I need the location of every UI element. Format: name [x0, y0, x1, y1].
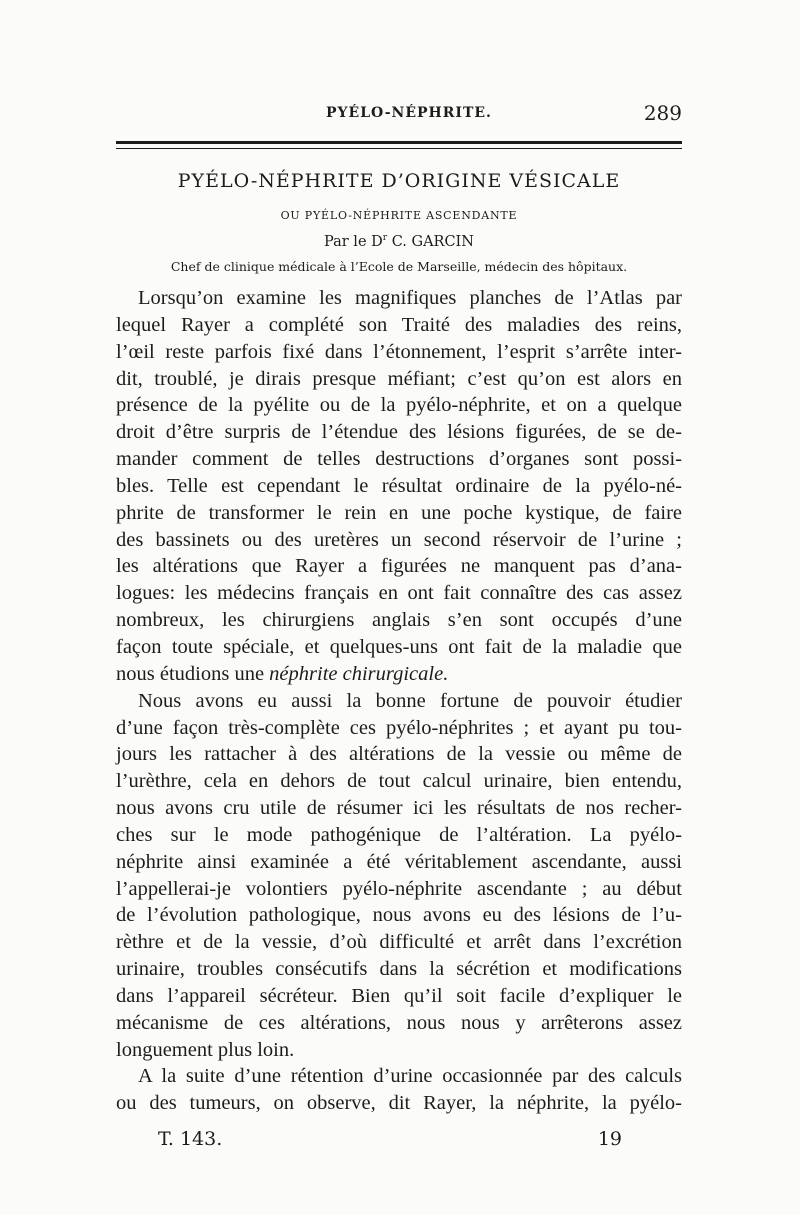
text-line: néphrite ainsi examinée a été véritablement ascendante, aussi: [116, 850, 682, 873]
running-title: PYÉLO-NÉPHRITE.: [326, 105, 492, 121]
text-line: droit d’être surpris de l’étendue des lésions figurées, de se de-: [116, 421, 682, 444]
text-line: l’œil reste parfois fixé dans l’étonnement, l’esprit s’arrête inter-: [116, 340, 682, 363]
author-affiliation: Chef de clinique médicale à l’Ecole de Marseille, médecin des hôpitaux.: [170, 259, 628, 274]
text-line: nous avons cru utile de résumer ici les résultats de nos recher-: [116, 797, 682, 820]
header-rule-thick: [116, 141, 682, 144]
text-line: longuement plus loin.: [116, 1038, 295, 1061]
text-line: lequel Rayer a complété son Traité des maladies des reins,: [116, 313, 682, 336]
text-line: bles. Telle est cependant le résultat ordinaire de la pyélo-né-: [116, 474, 682, 497]
text-line: façon toute spéciale, et quelques-uns ont fait de la maladie que: [116, 635, 682, 658]
page-footer: [116, 1128, 682, 1154]
text-line: l’urèthre, cela en dehors de tout calcul urinaire, bien entendu,: [116, 770, 682, 793]
text-line: de l’évolution pathologique, nous avons eu des lésions de l’u-: [116, 904, 682, 927]
text-line: urinaire, troubles consécutifs dans la sécrétion et modifications: [116, 958, 682, 981]
text-line: les altérations que Rayer a figurées ne manquent pas d’ana-: [116, 555, 682, 578]
signature-mark: T. 143.: [158, 1128, 223, 1150]
text-line: nombreux, les chirurgiens anglais s’en sont occupés d’une: [116, 609, 682, 632]
author-title-superscript: r: [382, 233, 388, 243]
text-run: nous étudions une: [116, 662, 270, 685]
text-line: des bassinets ou des uretères un second réservoir de l’urine ;: [116, 528, 682, 551]
author-name: C. GARCIN: [391, 233, 474, 250]
text-line: l’appellerai-je volontiers pyélo-néphrite ascendante ; au début: [116, 877, 682, 900]
text-line: A la suite d’une rétention d’urine occasionnée par des calculs: [138, 1065, 682, 1088]
text-line: d’une façon très-complète ces pyélo-néphrites ; et ayant pu tou-: [116, 716, 682, 739]
text-line: ches sur le mode pathogénique de l’altération. La pyélo-: [116, 823, 682, 846]
text-line: rèthre et de la vessie, d’où difficulté et arrêt dans l’excrétion: [116, 931, 682, 954]
author-prefix: Par le D: [324, 233, 383, 250]
sheet-number: 19: [597, 1128, 622, 1150]
text-line: présence de la pyélite ou de la pyélo-néphrite, et on a quelque: [116, 394, 682, 417]
author-line: [116, 233, 682, 250]
text-line: phrite de transformer le rein en une poche kystique, de faire: [116, 501, 682, 524]
text-line: ou des tumeurs, on observe, dit Rayer, la néphrite, la pyélo-: [116, 1092, 682, 1115]
text-line: dans l’appareil sécréteur. Bien qu’il soit facile d’expliquer le: [116, 984, 682, 1007]
article-title: PYÉLO-NÉPHRITE D’ORIGINE VÉSICALE: [177, 170, 621, 192]
text-line: Lorsqu’on examine les magnifiques planches de l’Atlas par: [138, 287, 682, 309]
text-line: mander comment de telles destructions d’organes sont possi-: [116, 448, 682, 471]
italic-term: néphrite chirurgicale.: [269, 662, 449, 685]
text-line: dit, troublé, je dirais presque méfiant; c’est qu’on est alors en: [116, 367, 682, 390]
text-line: [116, 661, 682, 688]
text-line: mécanisme de ces altérations, nous nous y arrêterons assez: [116, 1011, 682, 1034]
article-body: [116, 285, 682, 1117]
running-head: [116, 101, 682, 127]
text-line: jours les rattacher à des altérations de la vessie ou même de: [116, 743, 682, 766]
article-subtitle: OU PYÉLO-NÉPHRITE ASCENDANTE: [280, 209, 518, 222]
header-rule-thin: [116, 148, 682, 149]
page-number: 289: [643, 101, 682, 125]
text-line: Nous avons eu aussi la bonne fortune de pouvoir étudier: [138, 689, 682, 712]
text-line: logues: les médecins français en ont fait connaître des cas assez: [116, 582, 682, 605]
